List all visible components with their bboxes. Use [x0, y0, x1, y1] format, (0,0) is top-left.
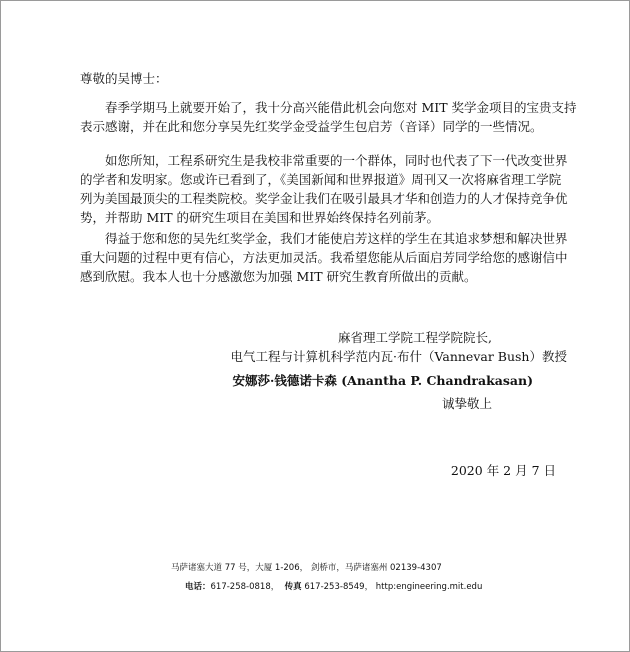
paragraph-line: 势，并帮助 MIT 的研究生项目在美国和世界始终保持名列前茅。: [80, 210, 440, 225]
signature-title-line1: 麻省理工学院工程学院院长,: [338, 330, 492, 345]
footer-website[interactable]: http:engineering.mit.edu: [375, 582, 483, 592]
paragraph-line: 的学者和发明家。您或许已看到了，《美国新闻和世界报道》周刊又一次将麻省理工学院: [80, 172, 562, 187]
paragraph-3: [80, 229, 570, 286]
signature-name: 安娜莎·钱德诺卡森 (Anantha P. Chandrakasan): [232, 373, 533, 388]
paragraph-line: 得益于您和您的吴先红奖学金，我们才能使启芳这样的学生在其追求梦想和解决世界: [105, 231, 568, 246]
paragraph-line: 列为美国最顶尖的工程类院校。奖学金让我们在吸引最具才华和创造力的人才保持竞争优: [80, 191, 568, 206]
paragraph-line: 春季学期马上就要开始了，我十分高兴能借此机会向您对 MIT 奖学金项目的宝贵支持: [105, 100, 577, 115]
signature-closing: 诚挚敬上: [441, 396, 492, 411]
footer-address: 马萨诸塞大道 77 号，大厦 1-206， 剑桥市，马萨诸塞州 02139-4307: [171, 563, 442, 573]
paragraph-line: 重大问题的过程中更有信心，方法更加灵活。我希望您能从后面启芳同学给您的感谢信中: [80, 250, 568, 265]
letter-date: 2020 年 2 月 7 日: [450, 463, 556, 478]
paragraph-line: 感到欣慰。我本人也十分感激您为加强 MIT 研究生教育所做出的贡献。: [80, 269, 477, 284]
paragraph-2: [80, 151, 570, 227]
footer-fax-label: 传真: [284, 582, 302, 592]
paragraph-1: [80, 98, 577, 136]
paragraph-line: 如您所知，工程系研究生是我校非常重要的一个群体，同时也代表了下一代改变世界: [105, 153, 568, 168]
footer-phone: 617-258-0818，: [210, 582, 280, 592]
salutation: 尊敬的吴博士：: [80, 71, 168, 86]
footer-fax: 617-253-8549，: [304, 582, 374, 592]
paragraph-line: 表示感谢，并在此和您分享吴先红奖学金受益学生包启芳（音译）同学的一些情况。: [80, 119, 543, 134]
footer-phone-label: 电话：: [185, 582, 211, 592]
signature-title-line2: 电气工程与计算机科学范内瓦·布什（Vannevar Bush）教授: [230, 349, 567, 364]
footer-contact: [185, 582, 482, 593]
